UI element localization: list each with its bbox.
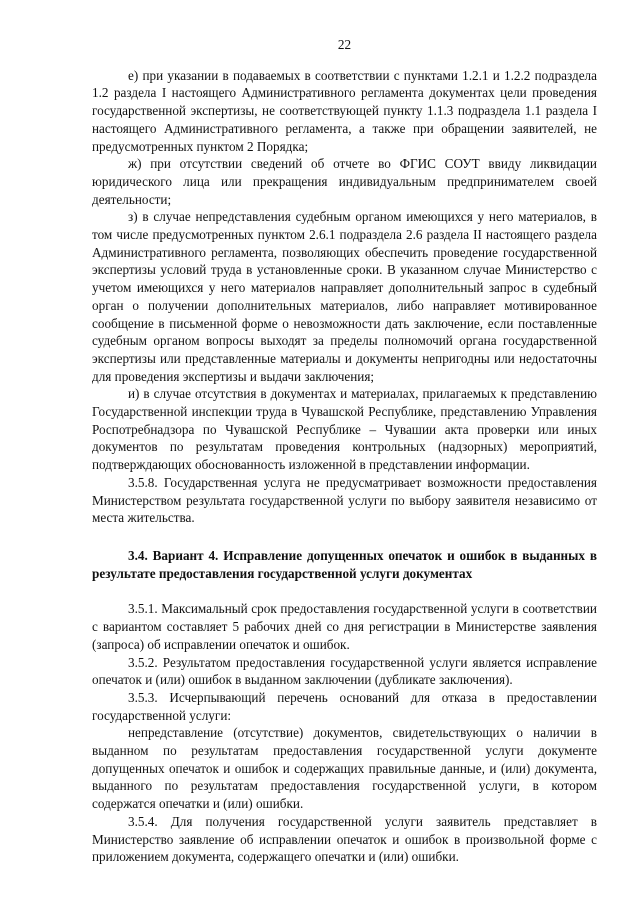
paragraph-item-e: е) при указании в подаваемых в соответствии с пунктами 1.2.1 и 1.2.2 подраздела 1.2 раздела I настоящего Административного регламента документах цели проведения государственной экспертизы, не соответствующей пункту 1.1.3 подраздела 1.1 раздела I настоящего Административного регламента, а также при обращении заявителей, не предусмотренных пунктом 2 Порядка;	[92, 67, 597, 154]
paragraph-3-5-1: 3.5.1. Максимальный срок предоставления государственной услуги в соответствии с вариантом составляет 5 рабочих дней со дня регистрации в Министерстве заявления (запроса) об исправлении опечаток и ошибок.	[92, 601, 597, 652]
paragraph-3-5-4: 3.5.4. Для получения государственной услуги заявитель представляет в Министерство заявление об исправлении опечаток и ошибок в произвольной форме с приложением документа, содержащего опечатки и (или) ошибки.	[92, 813, 597, 865]
paragraph-3-5-3: 3.5.3. Исчерпывающий перечень оснований для отказа в предоставлении государственной услуги:	[92, 689, 597, 723]
document-page	[92, 36, 597, 866]
paragraph-item-z: з) в случае непредставления судебным органом имеющихся у него материалов, в том числе предусмотренных пунктом 2.6.1 подраздела 2.6 раздела II настоящего раздела Административного регламента, позволяющих обеспечить проведение государственной экспертизы условий труда в установленные сроки. В указанном случае Министерство с учетом имеющихся у него материалов направляет дополнительный запрос в судебный орган о получении дополнительных материалов, либо направляет мотивированное сообщение в письменной форме о невозможности дать заключение, если поставленные судебным органом вопросы выходят за пределы полномочий органа государственной экспертизы или представленные материалы и документы непригодны или недостаточны для проведения экспертизы и выдачи заключения;	[92, 209, 597, 384]
paragraph-3-5-8: 3.5.8. Государственная услуга не предусматривает возможности предоставления Министерством результата государственной услуги по выбору заявителя независимо от места жительства.	[92, 474, 597, 526]
paragraph-item-i: и) в случае отсутствия в документах и материалах, прилагаемых к представлению Государственной инспекции труда в Чувашской Республике, представлению Управления Роспотребнадзора по Чувашской Республике – Чувашии акта проверки или иных документов по результатам проведения контрольных (надзорных) мероприятий, подтверждающих обоснованность изложенной в представлении информации.	[92, 386, 597, 473]
page-number: 22	[337, 37, 352, 52]
section-heading: 3.4. Вариант 4. Исправление допущенных опечаток и ошибок в выданных в результате предоставления государственной услуги документах	[92, 547, 597, 581]
paragraph-refusal-ground: непредставление (отсутствие) документов, свидетельствующих о наличии в выданном по результатам предоставления государственной услуги документе допущенных опечаток и ошибок и содержащих правильные данные, и (или) документа, выданного по результатам предоставления государственной услуги, в котором содержатся опечатки и (или) ошибки.	[92, 725, 597, 812]
paragraph-item-zh: ж) при отсутствии сведений об отчете во ФГИС СОУТ ввиду ликвидации юридического лица или прекращения индивидуальным предпринимателем своей деятельности;	[92, 156, 597, 207]
paragraph-3-5-2: 3.5.2. Результатом предоставления государственной услуги является исправление опечаток и (или) ошибок в выданном заключении (дубликате заключения).	[92, 654, 597, 688]
